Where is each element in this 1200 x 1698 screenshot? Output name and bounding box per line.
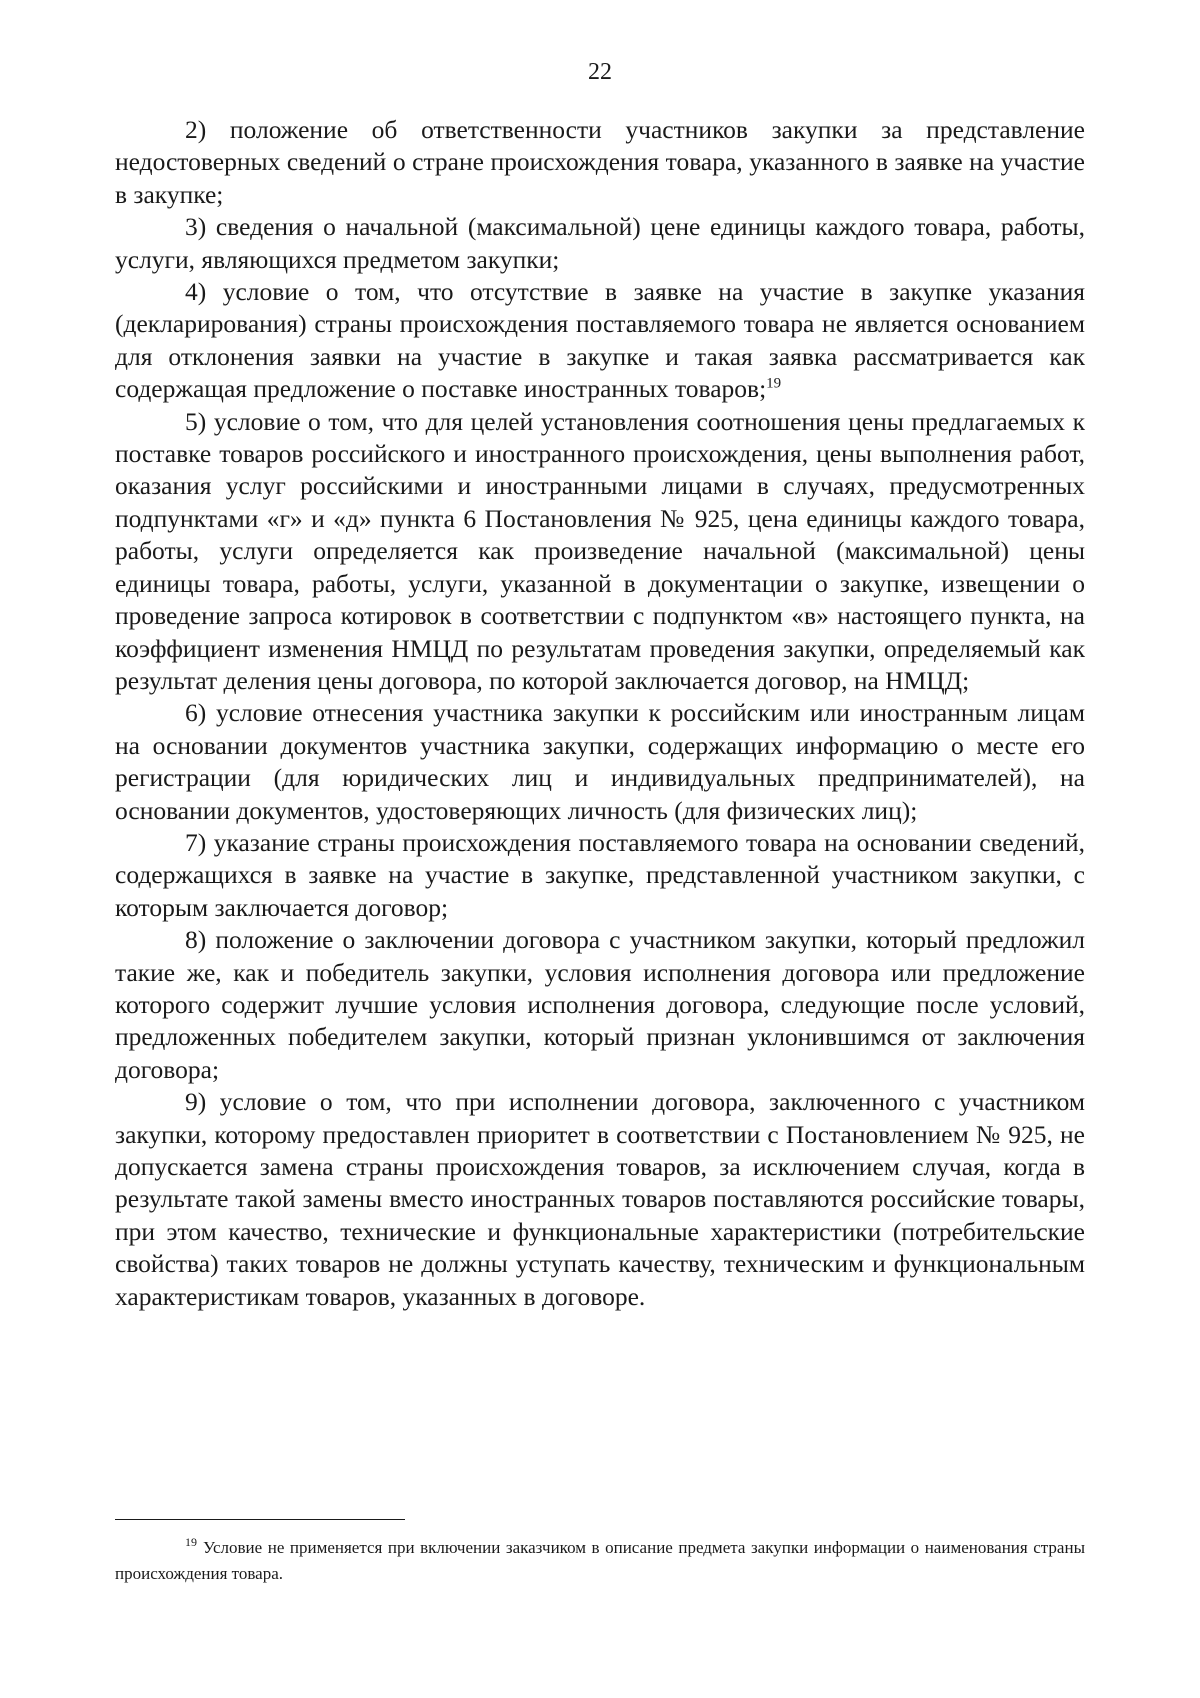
paragraph-item-6: 6) условие отнесения участника закупки к российским или иностранным лицам на основании документов участника закупки, содержащих информацию о месте его регистрации (для юридических лиц и индивидуальных предпринимателей), на основании документов, удостоверяющих личность (для физических лиц); [115,698,1085,825]
footnote-mark: 19 [185,1535,197,1550]
paragraph-item-8: 8) положение о заключении договора с участником закупки, который предложил такие же, как и победитель закупки, условия исполнения договора или предложение которого содержит лучшие условия исполнения договора, следующие после условий, предложенных победителем закупки, который признан уклонившимся от заключения договора; [115,925,1085,1084]
paragraph-item-4 [115,276,1085,406]
footnote [115,1535,1085,1587]
document-body [115,114,1085,1313]
footnote-divider [115,1519,405,1520]
paragraph-item-2: 2) положение об ответственности участников закупки за представление недостоверных сведений о стране происхождения товара, указанного в заявке на участие в закупке; [115,115,1085,209]
paragraph-item-9: 9) условие о том, что при исполнении договора, заключенного с участником закупки, которому предоставлен приоритет в соответствии с Постановлением № 925, не допускается замена страны происхождения товаров, за исключением случая, когда в результате такой замены вместо иностранных товаров поставляются российские товары, при этом качество, технические и функциональные характеристики (потребительские свойства) таких товаров не должны уступать качеству, техническим и функциональным характеристикам товаров, указанных в договоре. [115,1087,1085,1311]
paragraph-item-3: 3) сведения о начальной (максимальной) цене единицы каждого товара, работы, услуги, являющихся предметом закупки; [115,212,1085,274]
footnote-text: Условие не применяется при включении заказчиком в описание предмета закупки информации о наименования страны происхождения товара. [115,1538,1085,1583]
footnote-reference[interactable]: 19 [766,375,782,392]
page-number: 22 [588,59,612,85]
paragraph-item-7: 7) указание страны происхождения поставляемого товара на основании сведений, содержащихся в заявке на участие в закупке, представленной участником закупки, с которым заключается договор; [115,827,1085,922]
paragraph-item-4-text: 4) условие о том, что отсутствие в заявке на участие в закупке указания (декларирования) страны происхождения поставляемого товара не является основанием для отклонения заявки на участие в закупке и такая заявка рассматривается как содержащая предложение о поставке иностранных товаров; [115,277,1085,404]
paragraph-item-5: 5) условие о том, что для целей установления соотношения цены предлагаемых к поставке товаров российского и иностранного происхождения, цены выполнения работ, оказания услуг российскими и иностранными лицами в случаях, предусмотренных подпунктами «г» и «д» пункта 6 Постановления № 925, цена единицы каждого товара, работы, услуги определяется как произведение начальной (максимальной) цены единицы товара, работы, услуги, указанной в документации о закупке, извещении о проведение запроса котировок в соответствии с подпунктом «в» настоящего пункта, на коэффициент изменения НМЦД по результатам проведения закупки, определяемый как результат деления цены договора, по которой заключается договор, на НМЦД; [115,406,1085,695]
